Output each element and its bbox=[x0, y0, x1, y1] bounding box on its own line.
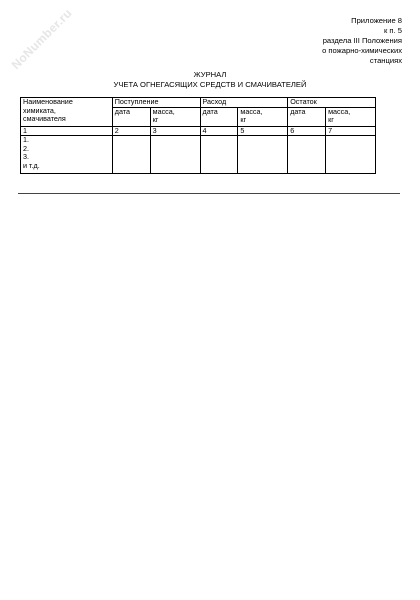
empty-cell bbox=[112, 136, 150, 174]
table-row bbox=[21, 136, 376, 174]
item-label: 3. bbox=[23, 152, 29, 162]
subheader-date: дата bbox=[288, 107, 326, 126]
subheader-mass-line: масса, bbox=[328, 106, 351, 116]
annex-line: станциях bbox=[369, 56, 402, 65]
empty-cell bbox=[288, 136, 326, 174]
title-line-2: УЧЕТА ОГНЕГАСЯЩИХ СРЕДСТВ И СМАЧИВАТЕЛЕЙ bbox=[113, 80, 307, 89]
annex-line: Приложение 8 bbox=[351, 16, 402, 25]
subheader-date: дата bbox=[200, 107, 238, 126]
empty-cell bbox=[150, 136, 200, 174]
column-number: 2 bbox=[112, 126, 150, 136]
item-list-cell bbox=[21, 136, 113, 174]
subheader-date: дата bbox=[112, 107, 150, 126]
column-number: 1 bbox=[21, 126, 113, 136]
annex-line: к п. 5 bbox=[384, 26, 402, 35]
column-number: 7 bbox=[326, 126, 376, 136]
column-number: 6 bbox=[288, 126, 326, 136]
subheader-mass-line: масса, bbox=[240, 106, 263, 116]
subheader-mass-line: кг bbox=[152, 115, 159, 125]
watermark: NoNumber.ru bbox=[8, 6, 75, 72]
column-number: 5 bbox=[238, 126, 288, 136]
header-name-line: Наименование bbox=[23, 97, 73, 106]
empty-cell bbox=[326, 136, 376, 174]
document-title bbox=[0, 70, 420, 90]
subheader-mass bbox=[150, 107, 200, 126]
header-group-balance: Остаток bbox=[288, 98, 376, 108]
column-number-row bbox=[21, 126, 376, 136]
header-name-line: смачивателя bbox=[23, 114, 66, 124]
header-name-cell bbox=[21, 98, 113, 127]
title-line-1: ЖУРНАЛ bbox=[193, 70, 227, 79]
subheader-mass-line: кг bbox=[328, 115, 334, 125]
empty-cell bbox=[200, 136, 238, 174]
header-row-groups bbox=[21, 98, 376, 108]
subheader-mass bbox=[326, 107, 376, 126]
annex-line: раздела III Положения bbox=[322, 36, 402, 45]
annex-line: о пожарно-химических bbox=[322, 46, 402, 55]
separator-line bbox=[18, 193, 400, 194]
column-number: 3 bbox=[150, 126, 200, 136]
header-name-line: химиката, bbox=[23, 105, 56, 115]
column-number: 4 bbox=[200, 126, 238, 136]
annex-reference bbox=[262, 16, 402, 66]
subheader-mass-line: масса, bbox=[152, 106, 175, 116]
empty-cell bbox=[238, 136, 288, 174]
item-label: 2. bbox=[23, 143, 29, 153]
header-group-expense: Расход bbox=[200, 98, 288, 108]
journal-table bbox=[20, 97, 376, 174]
item-label: и т.д. bbox=[23, 160, 40, 170]
header-group-receipt: Поступление bbox=[112, 98, 200, 108]
subheader-mass-line: кг bbox=[240, 115, 247, 125]
item-label: 1. bbox=[23, 135, 29, 145]
subheader-mass bbox=[238, 107, 288, 126]
